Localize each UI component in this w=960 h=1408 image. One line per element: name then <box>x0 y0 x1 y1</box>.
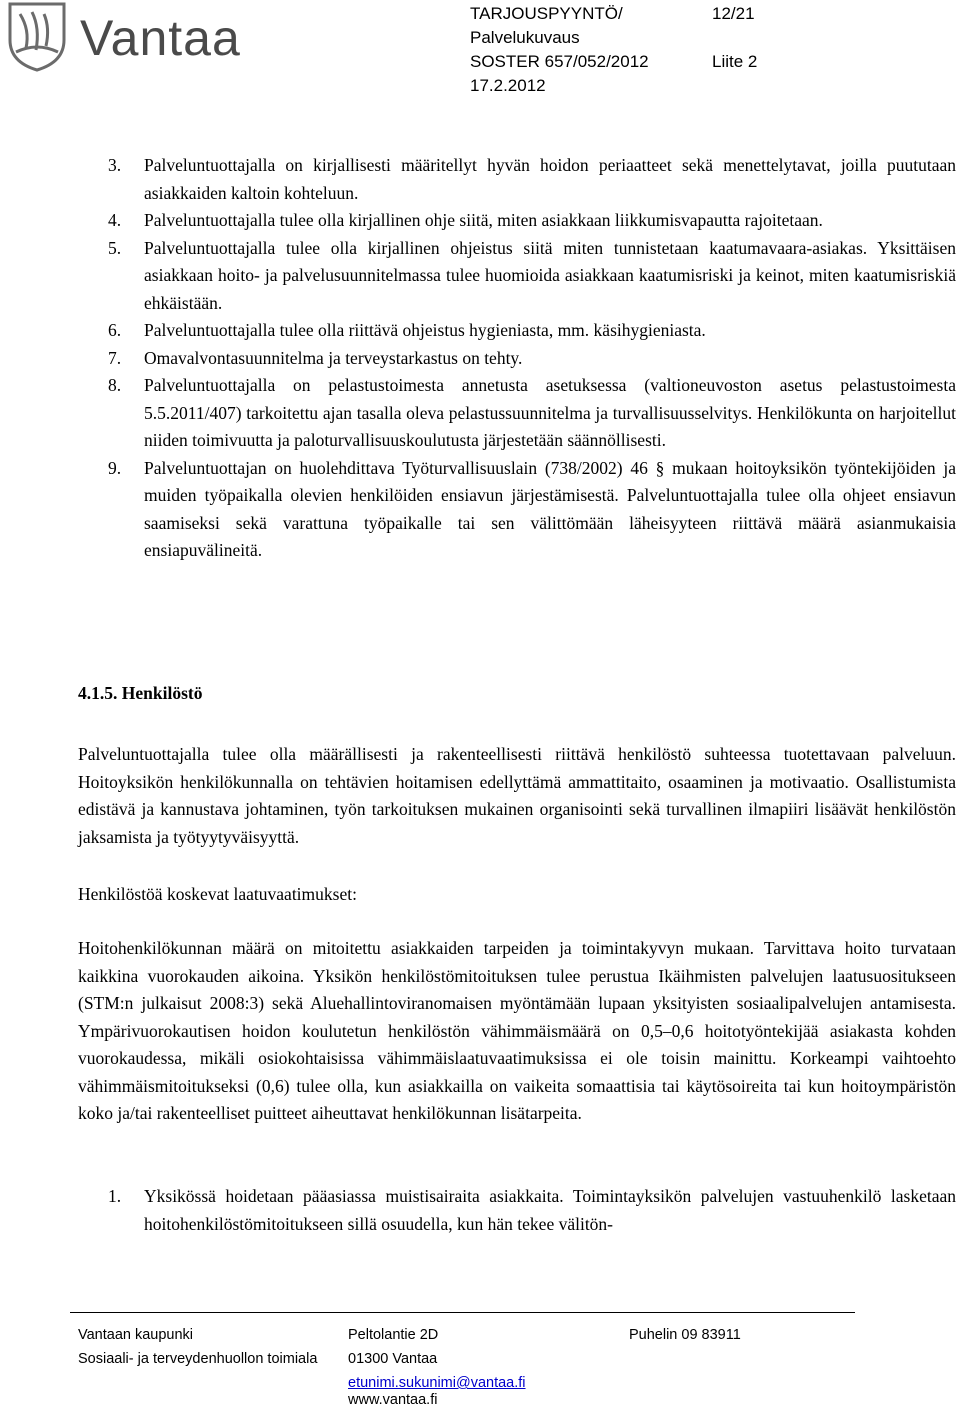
requirements-list <box>108 152 956 565</box>
footer-email-link[interactable]: etunimi.sukunimi@vantaa.fi <box>348 1375 526 1391</box>
footer-organization: Vantaan kaupunki <box>78 1327 194 1343</box>
list-item <box>108 1183 956 1238</box>
list-item <box>108 317 956 345</box>
list-text: Palveluntuottajalla tulee olla kirjallinen ohje siitä, miten asiakkaan liikkumisvapautta rajoitetaan. <box>144 210 823 230</box>
list-item <box>108 152 956 207</box>
staffing-list <box>108 1183 956 1238</box>
footer-divider <box>70 1312 855 1313</box>
list-number: 3. <box>108 155 122 175</box>
footer-department: Sosiaali- ja terveydenhuollon toimiala <box>78 1351 318 1367</box>
footer-website-link[interactable]: www.vantaa.fi <box>348 1392 438 1408</box>
list-number: 8. <box>108 375 122 395</box>
doc-subtitle: Palvelukuvaus <box>470 28 580 47</box>
doc-type: TARJOUSPYYNTÖ/ <box>470 4 623 23</box>
list-number: 7. <box>108 347 122 368</box>
footer-phone: Puhelin 09 83911 <box>629 1327 741 1343</box>
list-item <box>108 345 956 373</box>
brand-wordmark: Vantaa <box>80 10 241 66</box>
paragraph-quality-requirements: Henkilöstöä koskevat laatuvaatimukset: <box>78 884 357 904</box>
list-number: 4. <box>108 210 122 230</box>
list-item <box>108 207 956 235</box>
list-text: Omavalvontasuunnitelma ja terveystarkastus on tehty. <box>144 347 523 368</box>
list-text: Palveluntuottajalla on pelastustoimesta annetusta asetuksessa (valtioneuvoston asetus pelastustoimesta 5.5.2011/407) tarkoitettu ajan tasalla oleva pelastussuunnitelma ja turvallisuusselvitys. Henkilökunta on harjoitellut niiden toimivuutta ja paloturvallisuuskoulutusta järjestetään säännöllisesti. <box>144 375 956 450</box>
page-number: 12/21 <box>712 4 755 23</box>
list-item <box>108 235 956 318</box>
list-text: Yksikössä hoidetaan pääasiassa muistisairaita asiakkaita. Toimintayksikön palvelujen vastuuhenkilö lasketaan hoitohenkilöstömitoitukseen sillä osuudella, kun hän tekee välitön- <box>144 1186 956 1234</box>
section-heading: 4.1.5. Henkilöstö <box>78 683 203 703</box>
footer-street: Peltolantie 2D <box>348 1327 439 1343</box>
list-item <box>108 372 956 455</box>
list-text: Palveluntuottajalla tulee olla kirjallinen ohjeistus siitä miten tunnistetaan kaatumavaara-asiakas. Yksittäisen asiakkaan hoito- ja palvelusuunnitelmassa tulee huomioida asiakkaan kaatumisriski ja keinot, miten kaatumisriskiä ehkäistään. <box>144 237 956 313</box>
list-item <box>108 455 956 565</box>
vantaa-logo-icon <box>6 0 68 72</box>
doc-reference: SOSTER 657/052/2012 <box>470 52 649 71</box>
list-number: 1. <box>108 1186 122 1206</box>
paragraph-staff-general: Palveluntuottajalla tulee olla määrällisesti ja rakenteellisesti riittävä henkilöstö suhteessa tuotettavaan palveluun. Hoitoyksikön henkilökunnalla on tehtävien hoitamisen edellyttämä ammattitaito, osaaminen ja motivaatio. Osallistumista edistävä ja kannustava johtaminen, työn tarkoituksen mukainen organisointi sekä turvallinen ilmapiiri lisäävät henkilöstön jaksamista ja työtyytyväisyyttä. <box>78 744 956 847</box>
list-number: 5. <box>108 237 122 258</box>
doc-date: 17.2.2012 <box>470 76 546 95</box>
list-text: Palveluntuottajalla on kirjallisesti määritellyt hyvän hoidon periaatteet sekä menettelytavat, joilla puututaan asiakkaiden kaltoin kohteluun. <box>144 155 956 203</box>
list-text: Palveluntuottajalla tulee olla riittävä ohjeistus hygieniasta, mm. käsihygieniasta. <box>144 320 706 340</box>
attachment-label: Liite 2 <box>712 52 758 71</box>
list-number: 9. <box>108 457 122 478</box>
list-text: Palveluntuottajan on huolehdittava Työturvallisuuslain (738/2002) 46 § mukaan hoitoyksikön työntekijöiden ja muiden työpaikalla olevien henkilöiden ensiavun järjestämisestä. Palveluntuottajalla tulee olla ohjeet ensiavun saamiseksi sekä varattuna työpaikalle tai sen välittömään läheisyyteen riittävä määrä asianmukaisia ensiapuvälineitä. <box>144 457 956 560</box>
paragraph-staffing: Hoitohenkilökunnan määrä on mitoitettu asiakkaiden tarpeiden ja toimintakyvyn mukaan. Tarvittava hoito turvataan kaikkina vuorokauden aikoina. Yksikön henkilöstömitoituksen tulee perustua Ikäihmisten palvelujen laatusuositukseen (STM:n julkaisut 2008:3) sekä Aluehallintoviranomaisen myöntämään lupaan yksityisten sosiaalipalvelujen antamisesta. Ympärivuorokautisen hoidon koulutetun henkilöstön vähimmäismäärä on 0,5–0,6 hoitotyöntekijää asiakasta kohden vuorokaudessa, mikäli osiokohtaisissa vähimmäislaatuvaatimuksissa ei ole toisin mainittu. Korkeampi vaihtoehto vähimmäismitoitukseksi (0,6) tulee olla, kun asiakkailla on vaikeita somaattisia tai käytösoireita tai kun hoitoympäristön koko ja/tai rakenteelliset puitteet aiheuttavat henkilökunnan lisätarpeita. <box>78 938 956 1123</box>
list-number: 6. <box>108 320 122 340</box>
footer-postal: 01300 Vantaa <box>348 1351 438 1367</box>
